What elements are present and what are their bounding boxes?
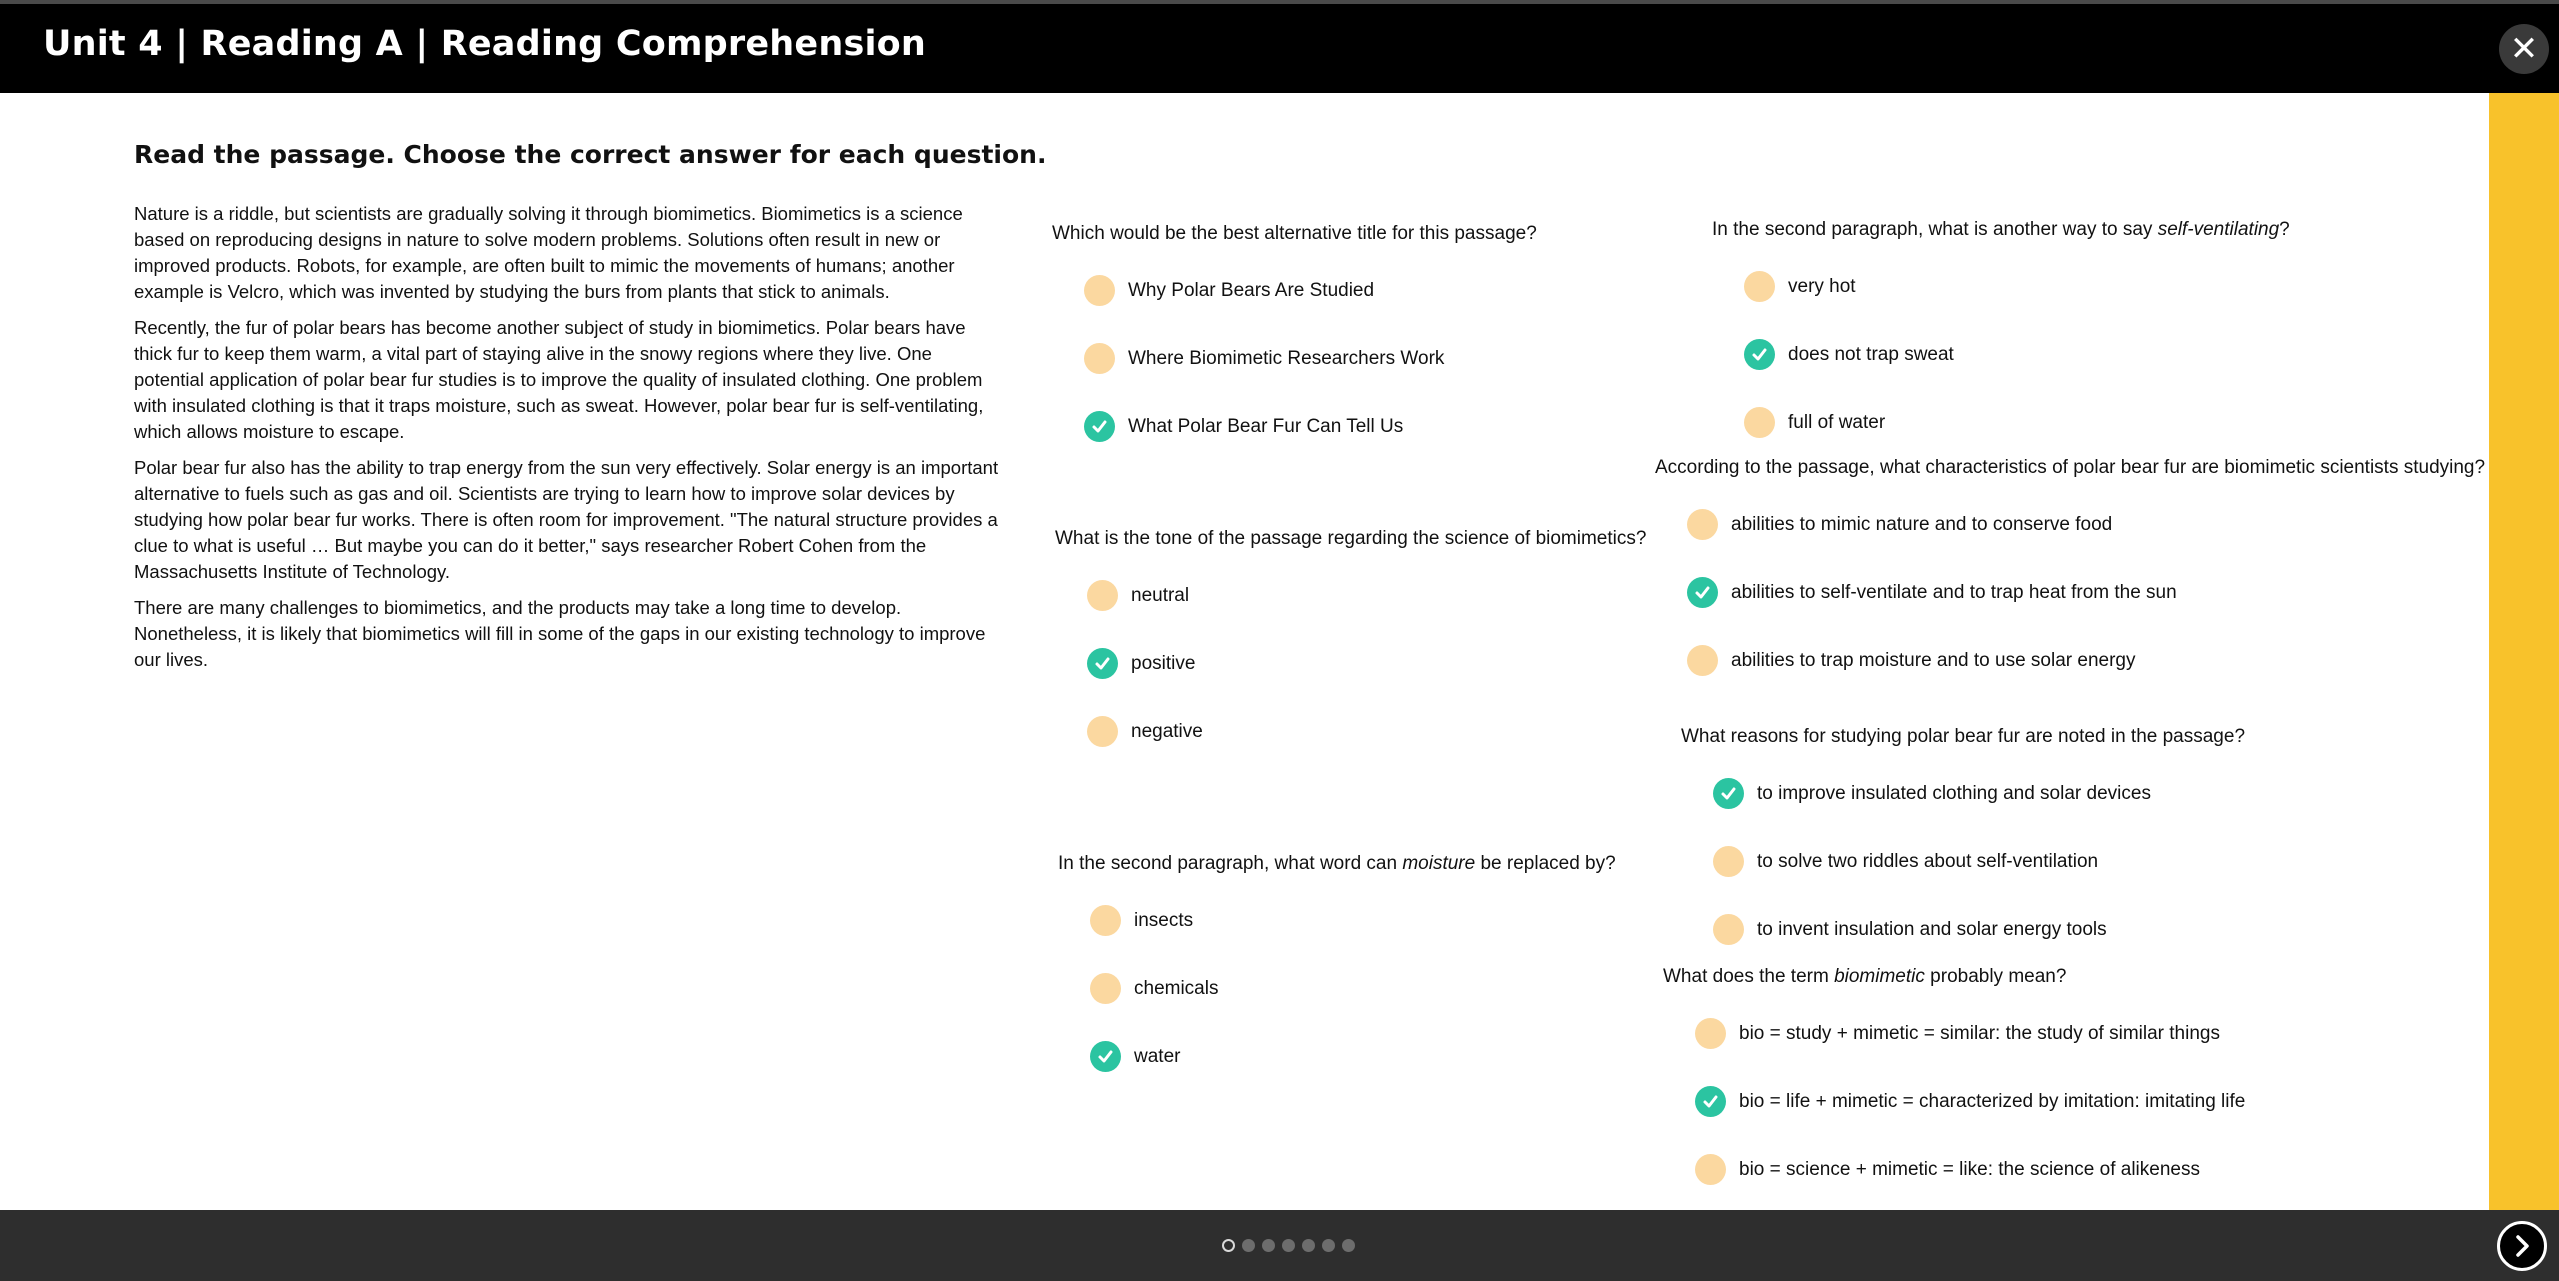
question-prompt: What reasons for studying polar bear fur are noted in the passage? (1681, 726, 2246, 747)
option-label: to improve insulated clothing and solar devices (1757, 782, 2151, 804)
answer-option[interactable] (1687, 577, 2177, 608)
answer-option[interactable] (1087, 716, 1203, 747)
radio-button[interactable] (1713, 914, 1744, 945)
option-label: bio = life + mimetic = characterized by imitation: imitating life (1739, 1090, 2246, 1112)
check-icon (1701, 1092, 1720, 1111)
question-fur-characteristics (1655, 457, 2486, 671)
radio-button[interactable] (1087, 716, 1118, 747)
footer-bar (0, 1210, 2559, 1281)
page-dot[interactable] (1302, 1239, 1315, 1252)
answer-option[interactable] (1687, 645, 2136, 676)
answer-option[interactable] (1084, 275, 1374, 306)
radio-button[interactable] (1687, 509, 1718, 540)
question-prompt: According to the passage, what characteristics of polar bear fur are biomimetic scientists studying? (1655, 457, 2486, 478)
answer-option[interactable] (1713, 914, 2107, 945)
answer-option[interactable] (1744, 407, 1885, 438)
radio-button[interactable] (1084, 275, 1115, 306)
page-dot[interactable] (1222, 1239, 1235, 1252)
answer-option[interactable] (1713, 778, 2151, 809)
check-icon (1750, 345, 1769, 364)
radio-button[interactable] (1744, 271, 1775, 302)
option-label: bio = study + mimetic = similar: the study of similar things (1739, 1022, 2220, 1044)
answer-option[interactable] (1090, 905, 1193, 936)
instructions: Read the passage. Choose the correct answer for each question. (134, 140, 1047, 169)
question-biomimetic-meaning (1663, 966, 2246, 1180)
option-label: What Polar Bear Fur Can Tell Us (1128, 415, 1404, 437)
question-alternative-title (1052, 223, 1537, 437)
close-icon: ✕ (2509, 30, 2539, 68)
page-dot[interactable] (1282, 1239, 1295, 1252)
check-icon (1719, 784, 1738, 803)
check-icon (1096, 1047, 1115, 1066)
radio-button[interactable] (1713, 846, 1744, 877)
check-icon (1093, 654, 1112, 673)
answer-option[interactable] (1084, 411, 1403, 442)
question-moisture-synonym (1058, 853, 1616, 1067)
option-label: does not trap sweat (1788, 343, 1954, 365)
answer-option[interactable] (1687, 509, 2112, 540)
header-bar (0, 0, 2559, 93)
radio-button[interactable] (1744, 407, 1775, 438)
pagination-dots (1222, 1239, 1355, 1252)
chevron-right-icon (2509, 1233, 2535, 1259)
answer-option[interactable] (1695, 1154, 2200, 1185)
question-tone (1055, 528, 1647, 742)
answer-option[interactable] (1744, 339, 1954, 370)
question-prompt: Which would be the best alternative title for this passage? (1052, 223, 1537, 244)
passage-paragraph: Polar bear fur also has the ability to trap energy from the sun very effectively. Solar energy is an important alternative to fuels such as gas and oil. Scientists are trying to learn how to improve solar devices by studying how polar bear fur works. There is often room for improvement. "The natural structure provides a clue to what is useful … But maybe you can do it better," says researcher Robert Cohen from the Massachusetts Institute of Technology. (134, 457, 999, 582)
option-label: Where Biomimetic Researchers Work (1128, 347, 1445, 369)
check-icon (1090, 417, 1109, 436)
option-label: negative (1131, 720, 1203, 742)
question-prompt: In the second paragraph, what is another way to say self-ventilating? (1712, 219, 2290, 240)
option-label: abilities to self-ventilate and to trap heat from the sun (1731, 581, 2177, 603)
passage-paragraph: Nature is a riddle, but scientists are gradually solving it through biomimetics. Biomimetics is a science based on reproducing designs in nature to solve modern problems. Solutions often result in new or improved products. Robots, for example, are often built to mimic the movements of humans; another example is Velcro, which was invented by studying the burs from plants that stick to animals. (134, 203, 963, 302)
answer-option[interactable] (1744, 271, 1856, 302)
radio-button[interactable] (1695, 1018, 1726, 1049)
option-label: water (1134, 1045, 1181, 1067)
radio-button[interactable] (1084, 343, 1115, 374)
option-label: to solve two riddles about self-ventilation (1757, 850, 2099, 872)
answer-option[interactable] (1087, 648, 1195, 679)
radio-button[interactable] (1087, 648, 1118, 679)
option-label: very hot (1788, 275, 1856, 297)
radio-button[interactable] (1084, 411, 1115, 442)
page-dot[interactable] (1322, 1239, 1335, 1252)
radio-button[interactable] (1744, 339, 1775, 370)
radio-button[interactable] (1687, 645, 1718, 676)
option-label: abilities to mimic nature and to conserve food (1731, 513, 2113, 535)
page-dot[interactable] (1342, 1239, 1355, 1252)
option-label: Why Polar Bears Are Studied (1128, 279, 1375, 301)
answer-option[interactable] (1087, 580, 1189, 611)
page-dot[interactable] (1262, 1239, 1275, 1252)
radio-button[interactable] (1713, 778, 1744, 809)
answer-option[interactable] (1084, 343, 1444, 374)
radio-button[interactable] (1090, 973, 1121, 1004)
question-prompt: What is the tone of the passage regarding the science of biomimetics? (1055, 528, 1647, 549)
radio-button[interactable] (1695, 1154, 1726, 1185)
option-label: abilities to trap moisture and to use solar energy (1731, 649, 2136, 671)
radio-button[interactable] (1090, 905, 1121, 936)
option-label: to invent insulation and solar energy tools (1757, 918, 2107, 940)
option-label: insects (1134, 909, 1194, 931)
page-dot[interactable] (1242, 1239, 1255, 1252)
accent-bar (2489, 93, 2559, 1210)
option-label: chemicals (1134, 977, 1219, 999)
radio-button[interactable] (1695, 1086, 1726, 1117)
radio-button[interactable] (1090, 1041, 1121, 1072)
option-label: neutral (1131, 584, 1190, 606)
option-label: bio = science + mimetic = like: the science of alikeness (1739, 1158, 2200, 1180)
answer-option[interactable] (1713, 846, 2098, 877)
reading-passage (134, 201, 1004, 683)
question-prompt: What does the term biomimetic probably mean? (1663, 966, 2067, 987)
answer-option[interactable] (1090, 1041, 1180, 1072)
radio-button[interactable] (1087, 580, 1118, 611)
radio-button[interactable] (1687, 577, 1718, 608)
option-label: positive (1131, 652, 1196, 674)
check-icon (1693, 583, 1712, 602)
next-button[interactable] (2497, 1221, 2547, 1271)
answer-option[interactable] (1695, 1018, 2220, 1049)
question-prompt: In the second paragraph, what word can moisture be replaced by? (1058, 853, 1616, 874)
answer-option[interactable] (1695, 1086, 2245, 1117)
passage-paragraph: There are many challenges to biomimetics, and the products may take a long time to develop. Nonetheless, it is likely that biomimetics will fill in some of the gaps in our existing technology to improve our lives. (134, 597, 986, 670)
passage-paragraph: Recently, the fur of polar bears has become another subject of study in biomimetics. Polar bears have thick fur to keep them warm, a vital part of staying alive in the snowy regions where they live. One potential application of polar bear fur studies is to improve the quality of insulated clothing. One problem with insulated clothing is that it traps moisture, such as sweat. However, polar bear fur is self-ventilating, which allows moisture to escape. (134, 317, 984, 442)
answer-option[interactable] (1090, 973, 1218, 1004)
option-label: full of water (1788, 411, 1886, 433)
question-self-ventilating (1712, 219, 2290, 433)
page-title: Unit 4 | Reading A | Reading Comprehension (43, 24, 927, 64)
question-study-reasons (1681, 726, 2246, 940)
close-button[interactable] (2499, 24, 2549, 74)
